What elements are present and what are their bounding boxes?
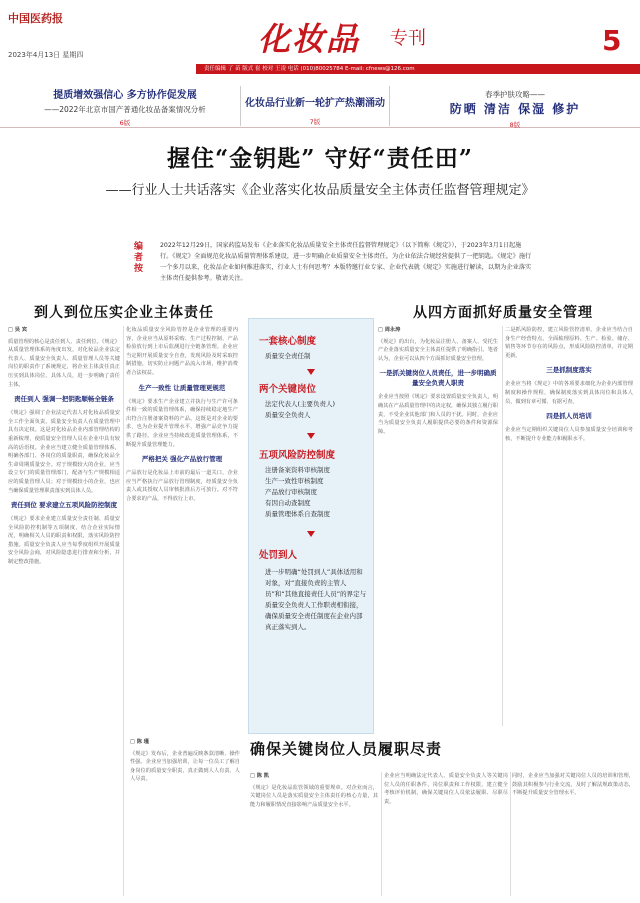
subheading: 四是抓人员培训 xyxy=(546,412,592,421)
byline: □ 周永涛 xyxy=(378,327,401,333)
infobox-text: 进一步明确“处罚到人”具体适用和对象，对“直接负责的主管人员”和“其他直接责任人员”的界定与质量安全负责人工作职责相衔接，确保质量安全责任制度在企业内部真正落实到人。 xyxy=(265,568,367,631)
main-headline: 握住“金钥匙” 守好“责任田” xyxy=(167,145,473,172)
section-label: 专刊 xyxy=(390,28,426,49)
paragraph: 《规定》要求生产企业建立并执行与生产许可条件相一致的质量管理体系，确保持续稳定地生产出符合注册备案资料的产品。这既是对企业的要求，也为企业提升管理水平、增强产品竞争力提供了路径。企业应当持续改进质量管理体系，不断提升质量管理能力。 xyxy=(126,398,238,448)
paragraph: 企业应当定期组织关键岗位人员参加质量安全培训和考核，不断提升专业能力和履职水平。 xyxy=(505,427,633,442)
article-column-5 xyxy=(505,326,633,726)
article-column-6 xyxy=(250,772,378,896)
teaser-subtitle: 春季护肤攻略—— xyxy=(485,90,545,99)
paragraph: 《规定》强调了企业法定代表人对化妆品质量安全工作全面负责，质量安全负责人在质量管理中具有决定权。这是对化妆品企业内部管理结构的重新梳理，使质量安全管理人员在企业中具有较高的话语权。企业应当建立健全质量管理体系，明确各部门、各岗位的质量职责，确保化妆品全生命周期质量安全。对于规模较大的企业，应当设立专门的质量管理部门，配备与生产规模相适应的质量管理人员；对于规模较小的企业，也应当确保质量管理职责落实到具体人员。 xyxy=(8,410,120,494)
infobox-heading: 一套核心制度 xyxy=(259,336,317,347)
brand-title: 化妆品 xyxy=(258,20,361,58)
paper-name: 中国医药报 xyxy=(8,12,63,25)
infobox-items xyxy=(265,351,311,362)
infobox-item: 质量安全责任制 xyxy=(265,352,311,360)
editor-note-text: 2022年12月29日，国家药监局发布《企业落实化妆品质量安全主体责任监督管理规定》（以下简称《规定》），于2023年3月1日起施行。《规定》全面规范化妆品质量管理体系建设，进一步明确企业质量安全主体责任，为企业依法合规经营提供了一把钥匙。《规定》施行一个多月以来，化妆品企业如何推进落实，行业人士有何思考？本版特邀行业专家、企业代表就《规定》实施进行解读，以期为企业落实主体责任提供参考。敬请关注。 xyxy=(160,242,532,282)
infobox-item: 注册备案资料审核制度 xyxy=(265,466,330,474)
headline-block xyxy=(0,140,640,198)
column-divider xyxy=(510,772,511,896)
section-title-3: 确保关键岗位人员履职尽责 xyxy=(250,740,443,758)
byline: □ 陈 瑾 xyxy=(130,739,149,745)
byline: □ 吴 宾 xyxy=(8,327,27,333)
article-column-1 xyxy=(8,326,120,896)
teaser-3[interactable] xyxy=(400,86,630,129)
infobox-heading: 五项风险防控制度 xyxy=(259,450,336,461)
teaser-page: 8版 xyxy=(509,121,521,129)
column-divider xyxy=(381,772,382,896)
info-bar: 责任编辑 了 苗 版式 崔 校对 王凌 电话 (010)80025784 E-mail: cfnews@126.com xyxy=(196,64,640,74)
article-column-8 xyxy=(512,772,634,896)
infobox-item: 生产一致性审核制度 xyxy=(265,477,324,485)
paragraph: 化妆品质量安全风险管控是企业管理的重要内容，企业应当从原料采购、生产过程控制、产品检验放行到上市后监测进行全链条管理。企业应当定期开展质量安全自查，发现风险及时采取控制措施，切实防止问题产品流入市场，维护消费者合法权益。 xyxy=(126,327,238,376)
teaser-title: 提质增效强信心 多方协作促发展 xyxy=(53,90,197,101)
arrow-down-icon xyxy=(307,531,315,537)
infobox-heading: 处罚到人 xyxy=(259,550,298,561)
infobox-item: 产品放行审核制度 xyxy=(265,488,317,496)
masthead xyxy=(0,0,640,64)
infobox-item: 有因自动查制度 xyxy=(265,499,311,507)
article-column-3 xyxy=(130,738,240,896)
column-divider xyxy=(123,326,124,896)
subheading: 责任到人 强调一把钥匙顺畅全链条 xyxy=(14,395,114,404)
article-column-4 xyxy=(378,326,498,726)
paragraph: 质量管理的核心是责任到人、责任到位。《规定》从质量管理体系的角度出发，对化妆品企业法定代表人、质量安全负责人、质量管理人员等关键岗位的职责作了系统规定，将企业主体责任真正压实到具体岗位、具体人员，进一步明确了责任主体。 xyxy=(8,338,120,388)
subheading: 生产一致性 让质量管理更规范 xyxy=(138,383,226,392)
paragraph: 企业应当将《规定》中的各项要求细化为企业内部管理制度和操作规程，确保制度落实到具体岗位和具体人员，做到有章可循、有据可查。 xyxy=(505,381,633,405)
teaser-2[interactable] xyxy=(240,86,390,126)
teaser-1[interactable] xyxy=(20,86,230,127)
paragraph: 产品放行是化妆品上市前的最后一道关口，企业应当严格执行产品放行管理制度，经质量安全负责人或其授权人员审核批准后方可放行。对不符合要求的产品，不得放行上市。 xyxy=(126,470,238,502)
paragraph: 企业应当按照《规定》要求设置质量安全负责人，明确其在产品质量管理中的决定权，确保其独立履行职责，不受企业其他部门和人员的干扰。同时，企业应当为质量安全负责人履职提供必要的条件和资源保障。 xyxy=(378,394,498,435)
teaser-strip xyxy=(0,80,640,128)
paragraph: 《规定》的出台，为化妆品注册人、备案人、受托生产企业落实质量安全主体责任提供了明确指引。笔者认为，企业可以从四个方面抓好质量安全管理。 xyxy=(378,338,498,362)
page-number: 5 xyxy=(602,24,622,57)
infobox-heading: 两个关键岗位 xyxy=(259,384,317,395)
infobox-items xyxy=(265,399,335,421)
teaser-page: 7版 xyxy=(309,118,321,126)
paragraph: 《规定》发布后，企业普遍反映条款清晰、操作性强。企业应当加强培训，让每一位员工了解自身岗位的质量安全职责，真正做到人人有责、人人尽责。 xyxy=(130,750,240,783)
subheading: 责任到位 要求建立五项风险防控制度 xyxy=(10,501,118,510)
teaser-page: 6版 xyxy=(119,119,131,127)
issue-date: 2023年4月13日 星期四 xyxy=(8,51,84,59)
byline: □ 陈 凯 xyxy=(250,773,269,779)
sub-headline: ——行业人士共话落实《企业落实化妆品质量安全主体责任监督管理规定》 xyxy=(105,183,535,198)
infobox-item: 法定代表人(主要负责人) xyxy=(265,400,336,408)
paragraph: 二是抓风险防控，建立风险管控清单。企业应当结合自身生产经营特点，全面梳理原料、生产、检验、储存、销售等环节存在的风险点，形成风险防控清单，并定期更新。 xyxy=(505,327,633,359)
subheading: 一是抓关键岗位人员责任，进一步明确质量安全负责人职责 xyxy=(379,369,497,388)
section-title-2: 从四方面抓好质量安全管理 xyxy=(413,305,593,321)
paragraph: 企业应当明确法定代表人、质量安全负责人等关键岗位人员的任职条件、岗位职责和工作权限，建立健全考核评价机制，确保关键岗位人员依法履职、尽职尽责。 xyxy=(384,773,508,805)
summary-infobox xyxy=(248,318,374,734)
teaser-title: 化妆品行业新一轮扩产热潮涌动 xyxy=(245,98,385,109)
infobox-item: 质量管理体系自查制度 xyxy=(265,510,330,518)
arrow-down-icon xyxy=(307,369,315,375)
article-column-2 xyxy=(126,326,238,726)
teaser-subtitle: ——2022年北京市国产普通化妆品备案情况分析 xyxy=(44,105,206,114)
arrow-down-icon xyxy=(307,433,315,439)
section-title-1: 到人到位压实企业主体责任 xyxy=(34,305,214,321)
paragraph: 《规定》要求企业建立质量安全责任制、质量安全风险防控机制等五项制度，结合企业实际情况，明确相关人员的职责和权限，落实风险防控措施。质量安全负责人应当每季度组织开展质量安全风险会商，对风险隐患进行排查和分析，并制定整改措施。 xyxy=(8,516,120,566)
teaser-title: 防晒 清洁 保湿 修护 xyxy=(449,102,581,116)
subheading: 三是抓制度落实 xyxy=(546,366,592,375)
editor-note-tag: 编者按 xyxy=(134,242,144,274)
infobox-item: 质量安全负责人 xyxy=(265,411,311,419)
paragraph: 同时，企业应当加强对关键岗位人员的培训和管理，鼓励其积极参与行业交流，及时了解法规政策动态，不断提升质量安全管理水平。 xyxy=(512,773,634,797)
column-divider xyxy=(502,326,503,726)
article-column-7 xyxy=(384,772,508,896)
paragraph: 《规定》是化妆品监管领域的重要规章。对企业而言，关键岗位人员是落实质量安全主体责任的核心力量，其能力和履职情况直接影响产品质量安全水平。 xyxy=(250,784,378,808)
subheading: 严格把关 强化产品放行管理 xyxy=(141,455,223,464)
infobox-items xyxy=(265,465,330,520)
